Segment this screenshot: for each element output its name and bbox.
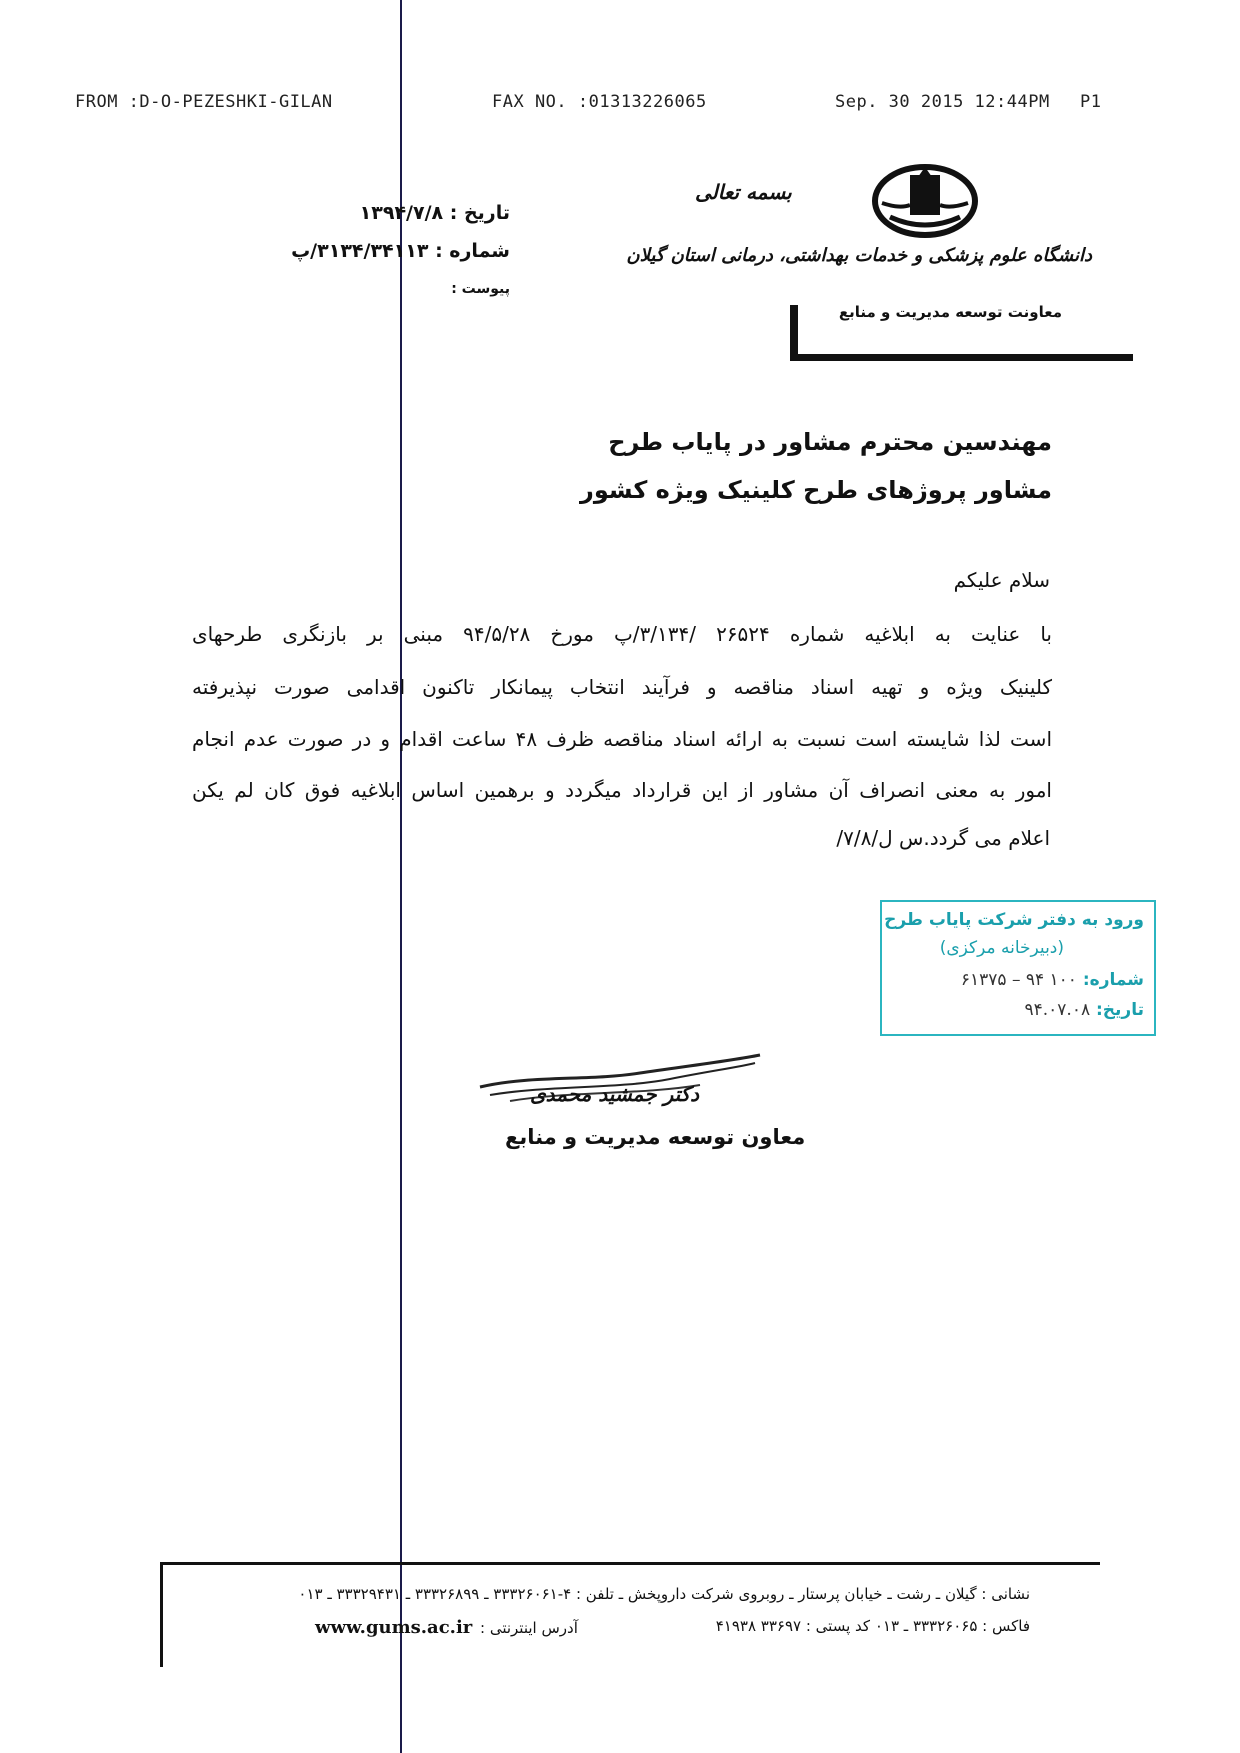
stamp-number-label: شماره: xyxy=(1082,970,1144,990)
recipient-line-2: مشاور پروژهای طرح کلینیک ویژه کشور xyxy=(580,476,1052,504)
footer-fax: فاکس : ۳۳۳۲۶۰۶۵ ـ ۰۱۳ کد پستی : ۳۳۶۹۷ ۴۱۹۳۸ xyxy=(715,1617,1030,1635)
number-label: شماره : xyxy=(435,240,510,262)
signer-name: دکتر جمشید محمدی xyxy=(530,1082,700,1106)
body-line-3: است لذا شایسته است نسبت به ارائه اسناد مناقصه ظرف ۴۸ ساعت اقدام و در صورت عدم انجام xyxy=(192,727,1052,751)
body-line-4: امور به معنی انصراف آن مشاور از این قرارداد میگردد و برهمین اساس ابلاغیه فوق کان لم یکن xyxy=(192,778,1052,802)
body-line-2: کلینیک ویژه و تهیه اسناد مناقصه و فرآیند انتخاب پیمانکار تاکنون اقدامی صورت نپذیرفته xyxy=(192,675,1052,699)
footer-address: نشانی : گیلان ـ رشت ـ خیابان پرستار ـ روبروی شرکت داروپخش ـ تلفن : ۴-۳۳۳۲۶۰۶۱ ـ ۳۳۳۲۶۸۹۹ ـ ۳۳۳۲۹۴۳۱ ـ ۰۱۳ xyxy=(298,1585,1030,1603)
box-bottom-rule xyxy=(790,354,1133,361)
fax-scan-line xyxy=(400,0,402,1753)
signer-title: معاون توسعه مدیریت و منابع xyxy=(505,1125,806,1149)
footer-top-rule xyxy=(160,1562,1100,1565)
stamp-date xyxy=(1024,1000,1144,1020)
fax-from: FROM :D-O-PEZESHKI-GILAN xyxy=(75,92,333,112)
letter-number xyxy=(291,240,510,262)
footer-web-label: آدرس اینترنتی : xyxy=(480,1619,578,1637)
fax-number: FAX NO. :01313226065 xyxy=(492,92,707,112)
date-value: ۱۳۹۴/۷/۸ xyxy=(359,202,444,224)
university-name: دانشگاه علوم پزشکی و خدمات بهداشتی، درمانی استان گیلان xyxy=(626,245,1092,266)
university-logo xyxy=(870,163,980,238)
footer-left-rule xyxy=(160,1562,163,1667)
stamp-subtitle: (دبیرخانه مرکزی) xyxy=(939,938,1064,958)
motto: بسمه تعالی xyxy=(695,180,792,204)
stamp-title: ورود به دفتر شرکت پایاب طرح xyxy=(884,910,1144,930)
stamp-date-value: ۹۴.۰۷.۰۸ xyxy=(1024,1000,1091,1020)
stamp-number xyxy=(961,970,1144,990)
stamp-date-label: تاریخ: xyxy=(1096,1000,1144,1020)
letter-date xyxy=(360,202,510,224)
receipt-stamp xyxy=(880,900,1156,1036)
box-left-rule xyxy=(790,305,798,361)
stamp-number-value: ۱۰۰ ۹۴ – ۶۱۳۷۵ xyxy=(960,970,1077,990)
greeting: سلام علیکم xyxy=(953,568,1050,592)
number-value: ۳۱۳۴/۳۴۱۱۳/پ xyxy=(291,240,429,262)
recipient-line-1: مهندسین محترم مشاور در پایاب طرح xyxy=(608,428,1052,456)
body-line-5: اعلام می گردد.س ل/۷/۸/ xyxy=(836,826,1050,850)
footer-web-link[interactable]: www.gums.ac.ir xyxy=(315,1617,473,1638)
date-label: تاریخ : xyxy=(449,202,510,224)
attachment-label: پیوست : xyxy=(451,281,510,297)
fax-page: P1 xyxy=(1080,92,1102,112)
fax-datetime: Sep. 30 2015 12:44PM xyxy=(835,92,1050,112)
body-line-1: با عنایت به ابلاغیه شماره ۲۶۵۲۴ /۳/۱۳۴/پ مورخ ۹۴/۵/۲۸ مبنی بر بازنگری طرحهای xyxy=(192,622,1053,646)
department-name: معاونت توسعه مدیریت و منابع xyxy=(838,303,1062,321)
